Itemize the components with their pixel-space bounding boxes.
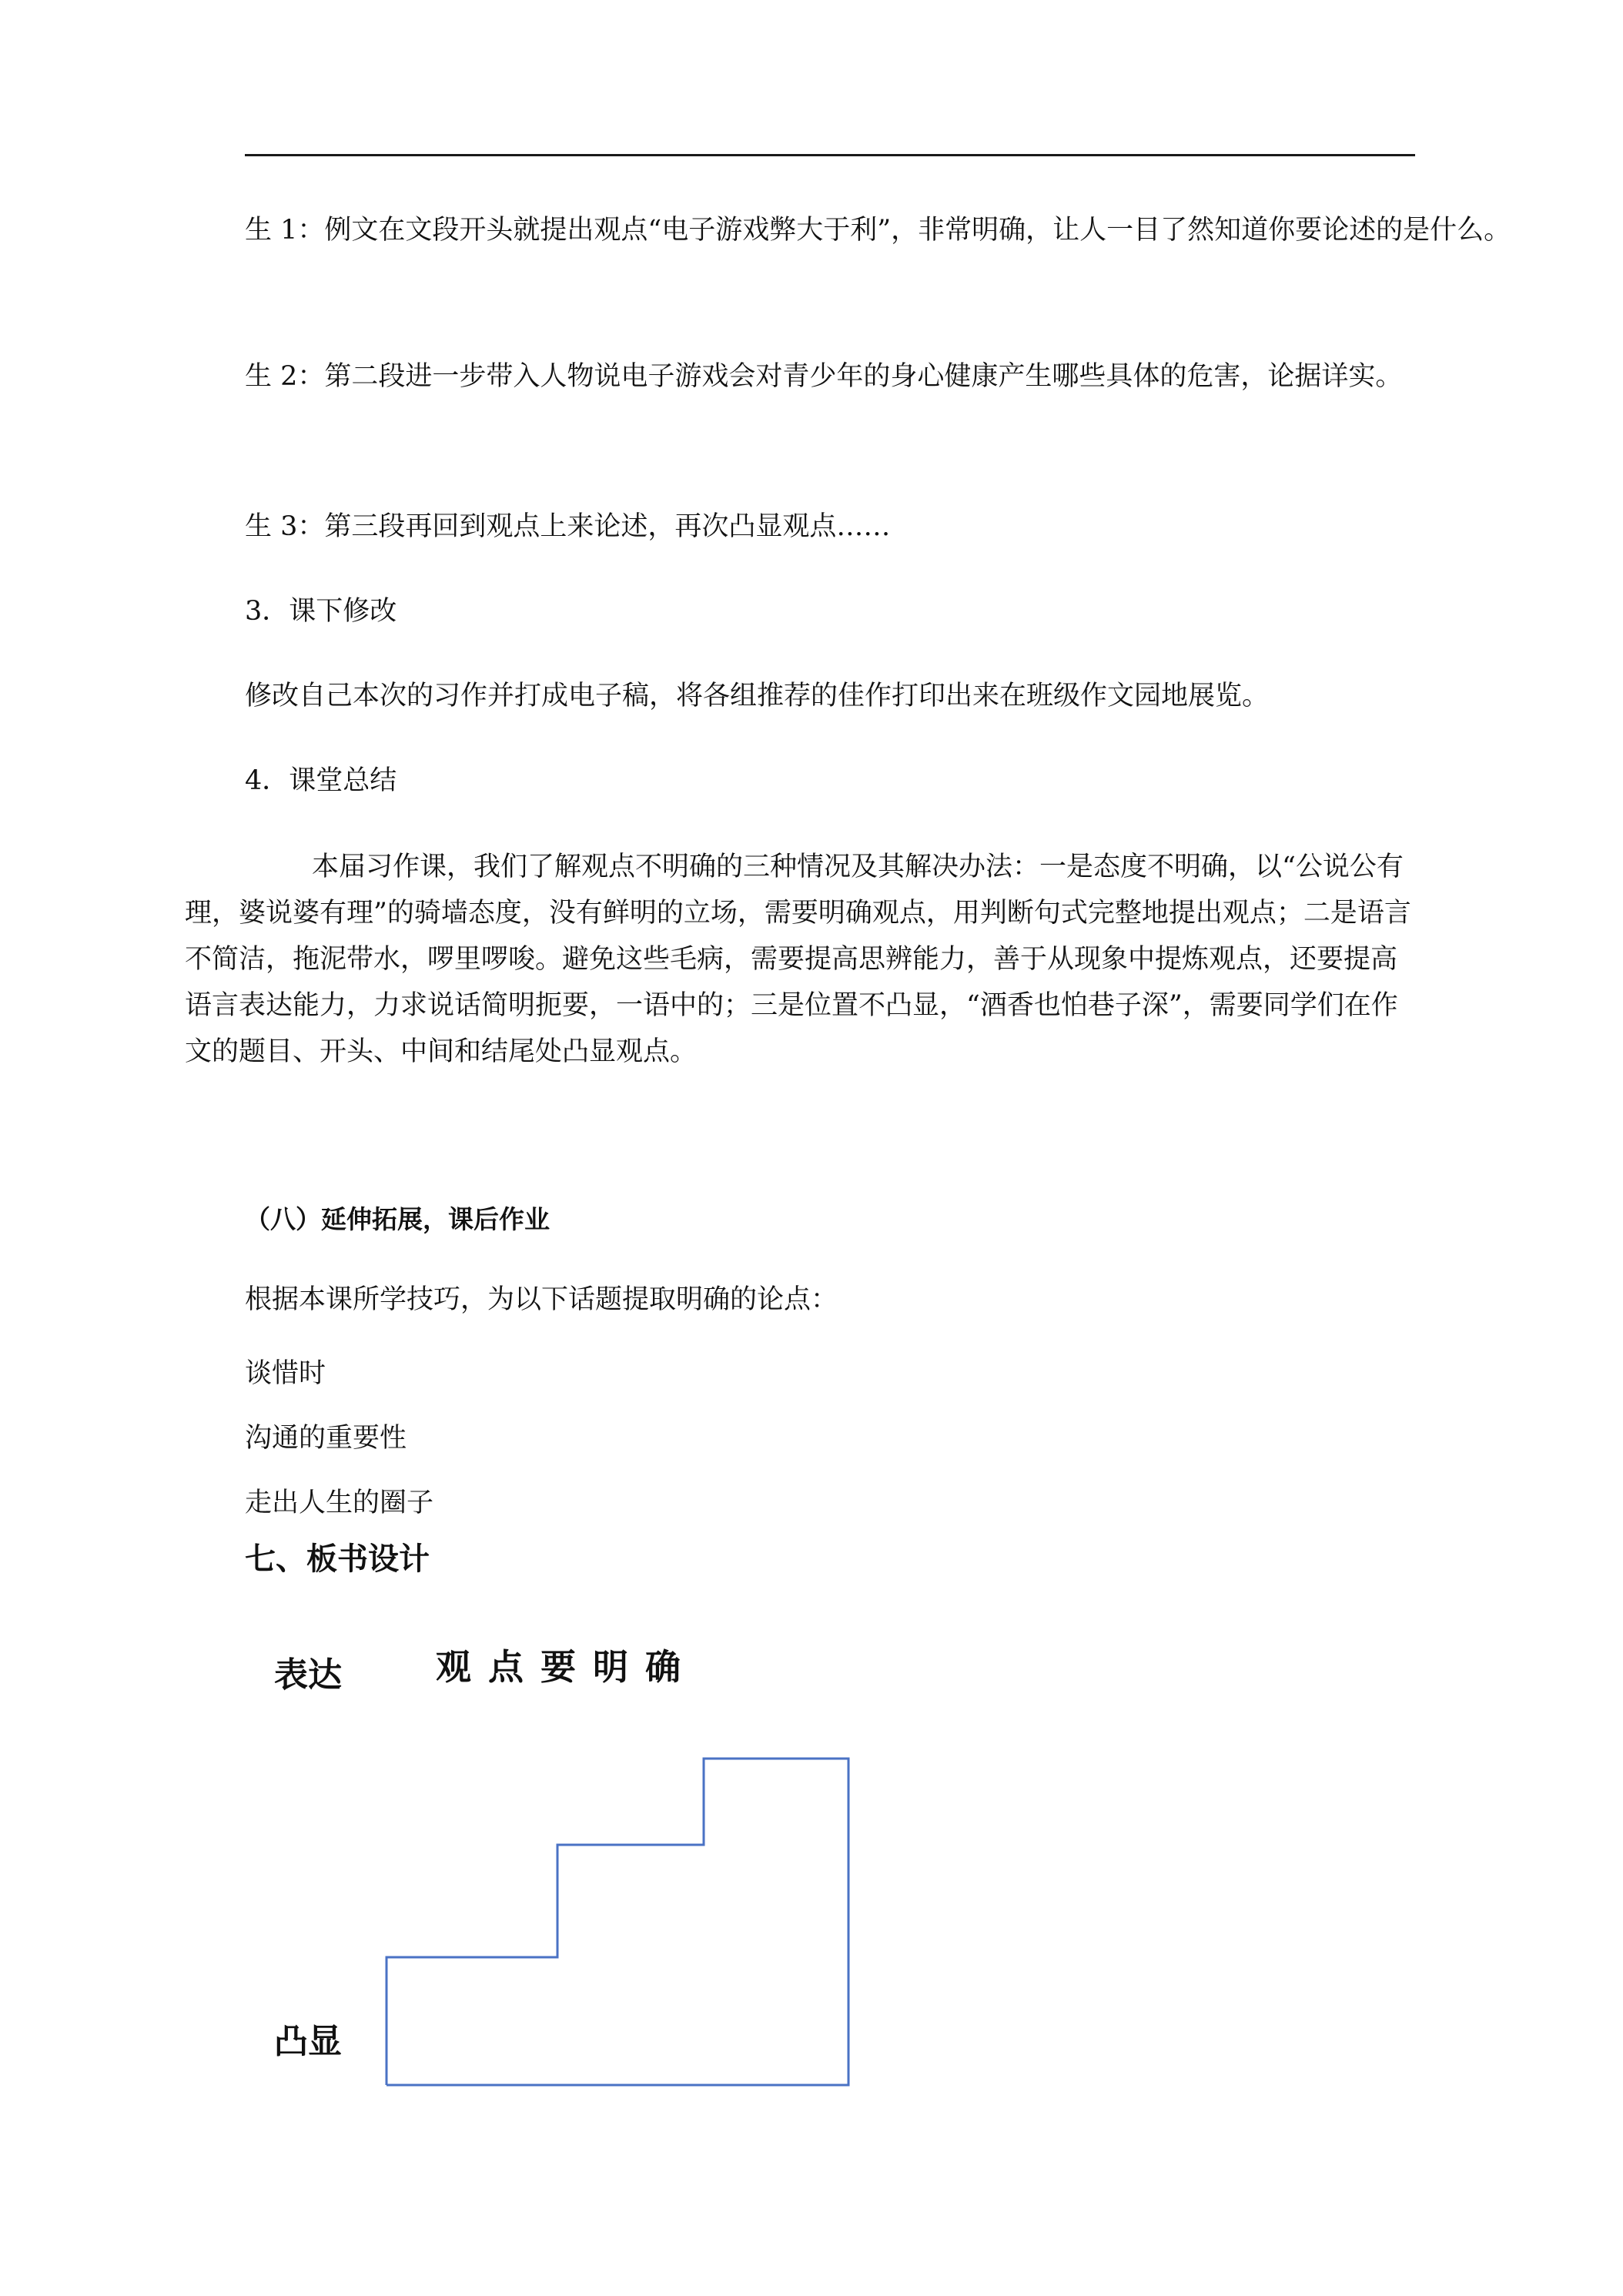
item-3-body: 修改自己本次的习作并打成电子稿，将各组推荐的佳作打印出来在班级作文园地展览。 (245, 681, 1270, 711)
section-8-title: （八）延伸拓展，课后作业 (245, 1204, 550, 1234)
section-8-intro: 根据本课所学技巧，为以下话题提取明确的论点： (245, 1284, 838, 1315)
item-4-title: 4．课堂总结 (245, 765, 397, 796)
class-summary-paragraph: 本届习作课，我们了解观点不明确的三种情况及其解决办法：一是态度不明确，以“公说公有理，婆说婆有理”的骑墙态度，没有鲜明的立场，需要明确观点，用判断句式完整地提出观点；二是语言不简洁，拖泥带水，啰里啰唆。避免这些毛病，需要提高思辨能力，善于从现象中提炼观点，还要提高语言表达能力，力求说话简明扼要，一语中的；三是位置不凸显，“酒香也怕巷子深”，需要同学们在作文的题目、开头、中间和结尾处凸显观点。 (185, 852, 1411, 1067)
item-3-title: 3．课下修改 (245, 596, 397, 627)
topic-item: 谈惜时 (245, 1358, 326, 1389)
topic-item: 沟通的重要性 (245, 1423, 407, 1454)
section-7-title: 七、板书设计 (245, 1541, 430, 1577)
stairs-diagram (377, 1740, 870, 2094)
student-1-paragraph: 生 1：例文在文段开头就提出观点“电子游戏弊大于利”，非常明确，让人一目了然知道你要论述的是什么。 (245, 215, 1511, 246)
stairs-outline (387, 1759, 848, 2085)
board-label-highlight: 凸显 (274, 2022, 342, 2061)
header-rule (245, 154, 1415, 156)
board-title: 观点要明确 (436, 1646, 698, 1688)
topic-item: 走出人生的圈子 (245, 1488, 434, 1518)
board-label-express: 表达 (274, 1655, 342, 1695)
student-3-paragraph: 生 3：第三段再回到观点上来论述，再次凸显观点…… (245, 511, 891, 542)
student-2-paragraph: 生 2：第二段进一步带入人物说电子游戏会对青少年的身心健康产生哪些具体的危害，论据详实。 (245, 361, 1403, 392)
